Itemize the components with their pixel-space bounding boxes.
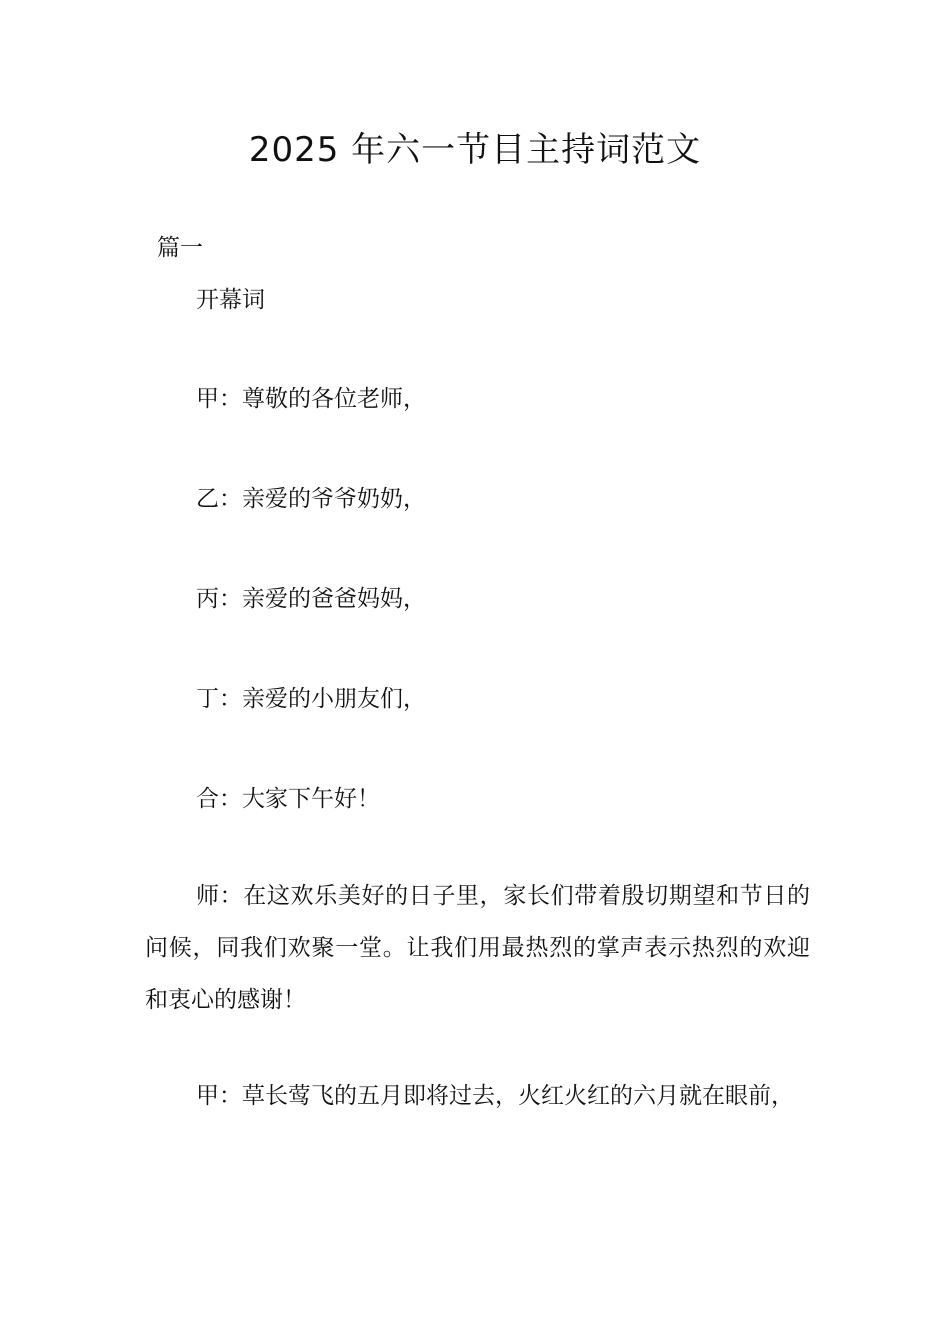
paragraph-1: 师：在这欢乐美好的日子里，家长们带着殷切期望和节日的问候，同我们欢聚一堂。让我们用最热烈的掌声表示热烈的欢迎和衷心的感谢！ bbox=[145, 883, 810, 1013]
subheading-opening: 开幕词 bbox=[196, 287, 265, 313]
dialogue-line-2: 乙：亲爱的爷爷奶奶， bbox=[196, 486, 426, 512]
dialogue-line-3: 丙：亲爱的爸爸妈妈， bbox=[196, 586, 426, 612]
document-title: 2025 年六一节目主持词范文 bbox=[248, 130, 702, 170]
paragraph-2: 甲：草长莺飞的五月即将过去，火红火红的六月就在眼前， bbox=[196, 1083, 794, 1109]
section-label: 篇一 bbox=[157, 235, 203, 261]
dialogue-line-1: 甲：尊敬的各位老师， bbox=[196, 386, 426, 412]
dialogue-line-5: 合：大家下午好！ bbox=[196, 786, 380, 812]
dialogue-line-4: 丁：亲爱的小朋友们， bbox=[196, 686, 426, 712]
